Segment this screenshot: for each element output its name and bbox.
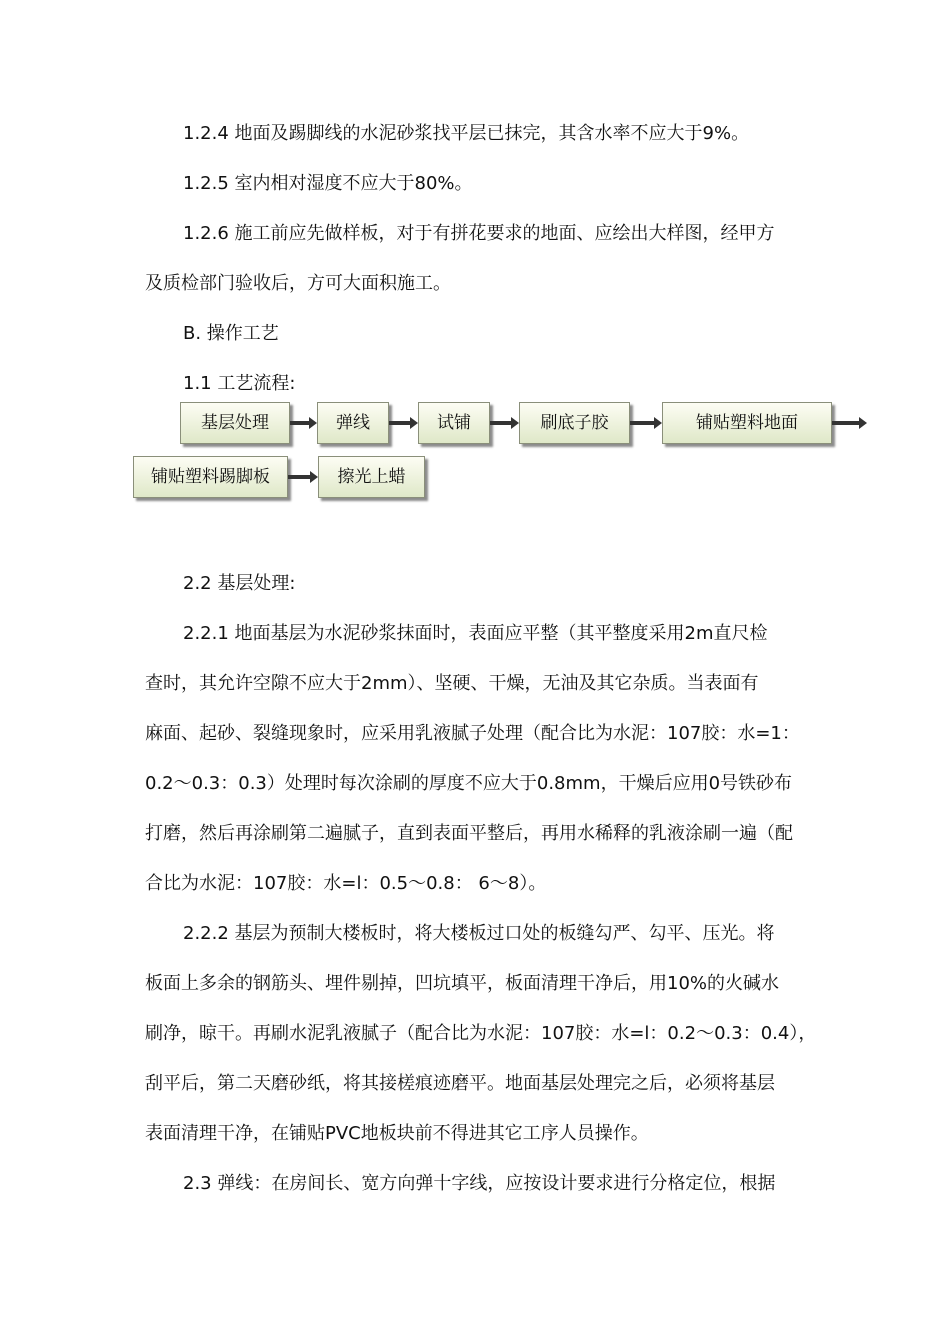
paragraph-2-2-1-line-2: 查时，其允许空隙不应大于2mm）、坚硬、干燥，无油及其它杂质。当表面有 <box>145 673 759 694</box>
paragraph-2-2-1-line-3: 麻面、起砂、裂缝现象时，应采用乳液腻子处理（配合比为水泥：107胶：水=1： <box>145 723 800 744</box>
flow-arrow <box>832 421 860 425</box>
flow-step-polish-wax: 擦光上蜡 <box>318 456 425 498</box>
paragraph-2-2-2-line-3: 刷净，晾干。再刷水泥乳液腻子（配合比为水泥：107胶：水=l：0.2～0.3：0.4）， <box>145 1023 817 1044</box>
paragraph-1-2-5: 1.2.5 室内相对湿度不应大于80%。 <box>183 173 473 194</box>
flow-step-primer-glue: 刷底子胶 <box>519 402 630 444</box>
paragraph-2-2-1-line-5: 打磨，然后再涂刷第二遍腻子，直到表面平整后，再用水稀释的乳液涂刷一遍（配 <box>145 823 793 844</box>
flow-step-plastic-skirting: 铺贴塑料踢脚板 <box>133 456 288 498</box>
paragraph-2-2-1-line-4: 0.2～0.3：0.3）处理时每次涂刷的厚度不应大于0.8mm，干燥后应用0号铁砂布 <box>145 773 793 794</box>
flow-arrow <box>290 421 310 425</box>
flow-step-plastic-floor: 铺贴塑料地面 <box>662 402 832 444</box>
paragraph-2-2-2-line-2: 板面上多余的钢筋头、埋件剔掉，凹坑填平，板面清理干净后，用10%的火碱水 <box>145 973 780 994</box>
flow-arrow <box>490 421 512 425</box>
paragraph-2-2-1-line-1: 2.2.1 地面基层为水泥砂浆抹面时，表面应平整（其平整度采用2m直尺检 <box>183 623 768 644</box>
paragraph-1-1: 1.1 工艺流程: <box>183 373 296 394</box>
flow-arrow <box>630 421 655 425</box>
flow-arrow <box>389 421 411 425</box>
flow-step-trial-laying: 试铺 <box>418 402 490 444</box>
paragraph-1-2-6-line-2: 及质检部门验收后，方可大面积施工。 <box>145 273 451 294</box>
paragraph-1-2-6-line-1: 1.2.6 施工前应先做样板，对于有拼花要求的地面、应绘出大样图，经甲方 <box>183 223 775 244</box>
flow-step-base-treatment: 基层处理 <box>180 402 290 444</box>
section-heading-b: B. 操作工艺 <box>183 323 279 344</box>
paragraph-2-2-2-line-4: 刮平后，第二天磨砂纸，将其接槎痕迹磨平。地面基层处理完之后，必须将基层 <box>145 1073 775 1094</box>
paragraph-1-2-4: 1.2.4 地面及踢脚线的水泥砂浆找平层已抹完，其含水率不应大于9%。 <box>183 123 750 144</box>
paragraph-2-2-1-line-6: 合比为水泥：107胶：水=l：0.5～0.8： 6～8）。 <box>145 873 547 894</box>
flow-step-snap-line: 弹线 <box>317 402 389 444</box>
paragraph-2-2-2-line-5: 表面清理干净，在铺贴PVC地板块前不得进其它工序人员操作。 <box>145 1123 649 1144</box>
flow-arrow <box>288 475 311 479</box>
paragraph-2-2-2-line-1: 2.2.2 基层为预制大楼板时，将大楼板过口处的板缝勾严、勾平、压光。将 <box>183 923 775 944</box>
paragraph-2-2: 2.2 基层处理: <box>183 573 296 594</box>
paragraph-2-3-line-1: 2.3 弹线：在房间长、宽方向弹十字线，应按设计要求进行分格定位，根据 <box>183 1173 776 1194</box>
